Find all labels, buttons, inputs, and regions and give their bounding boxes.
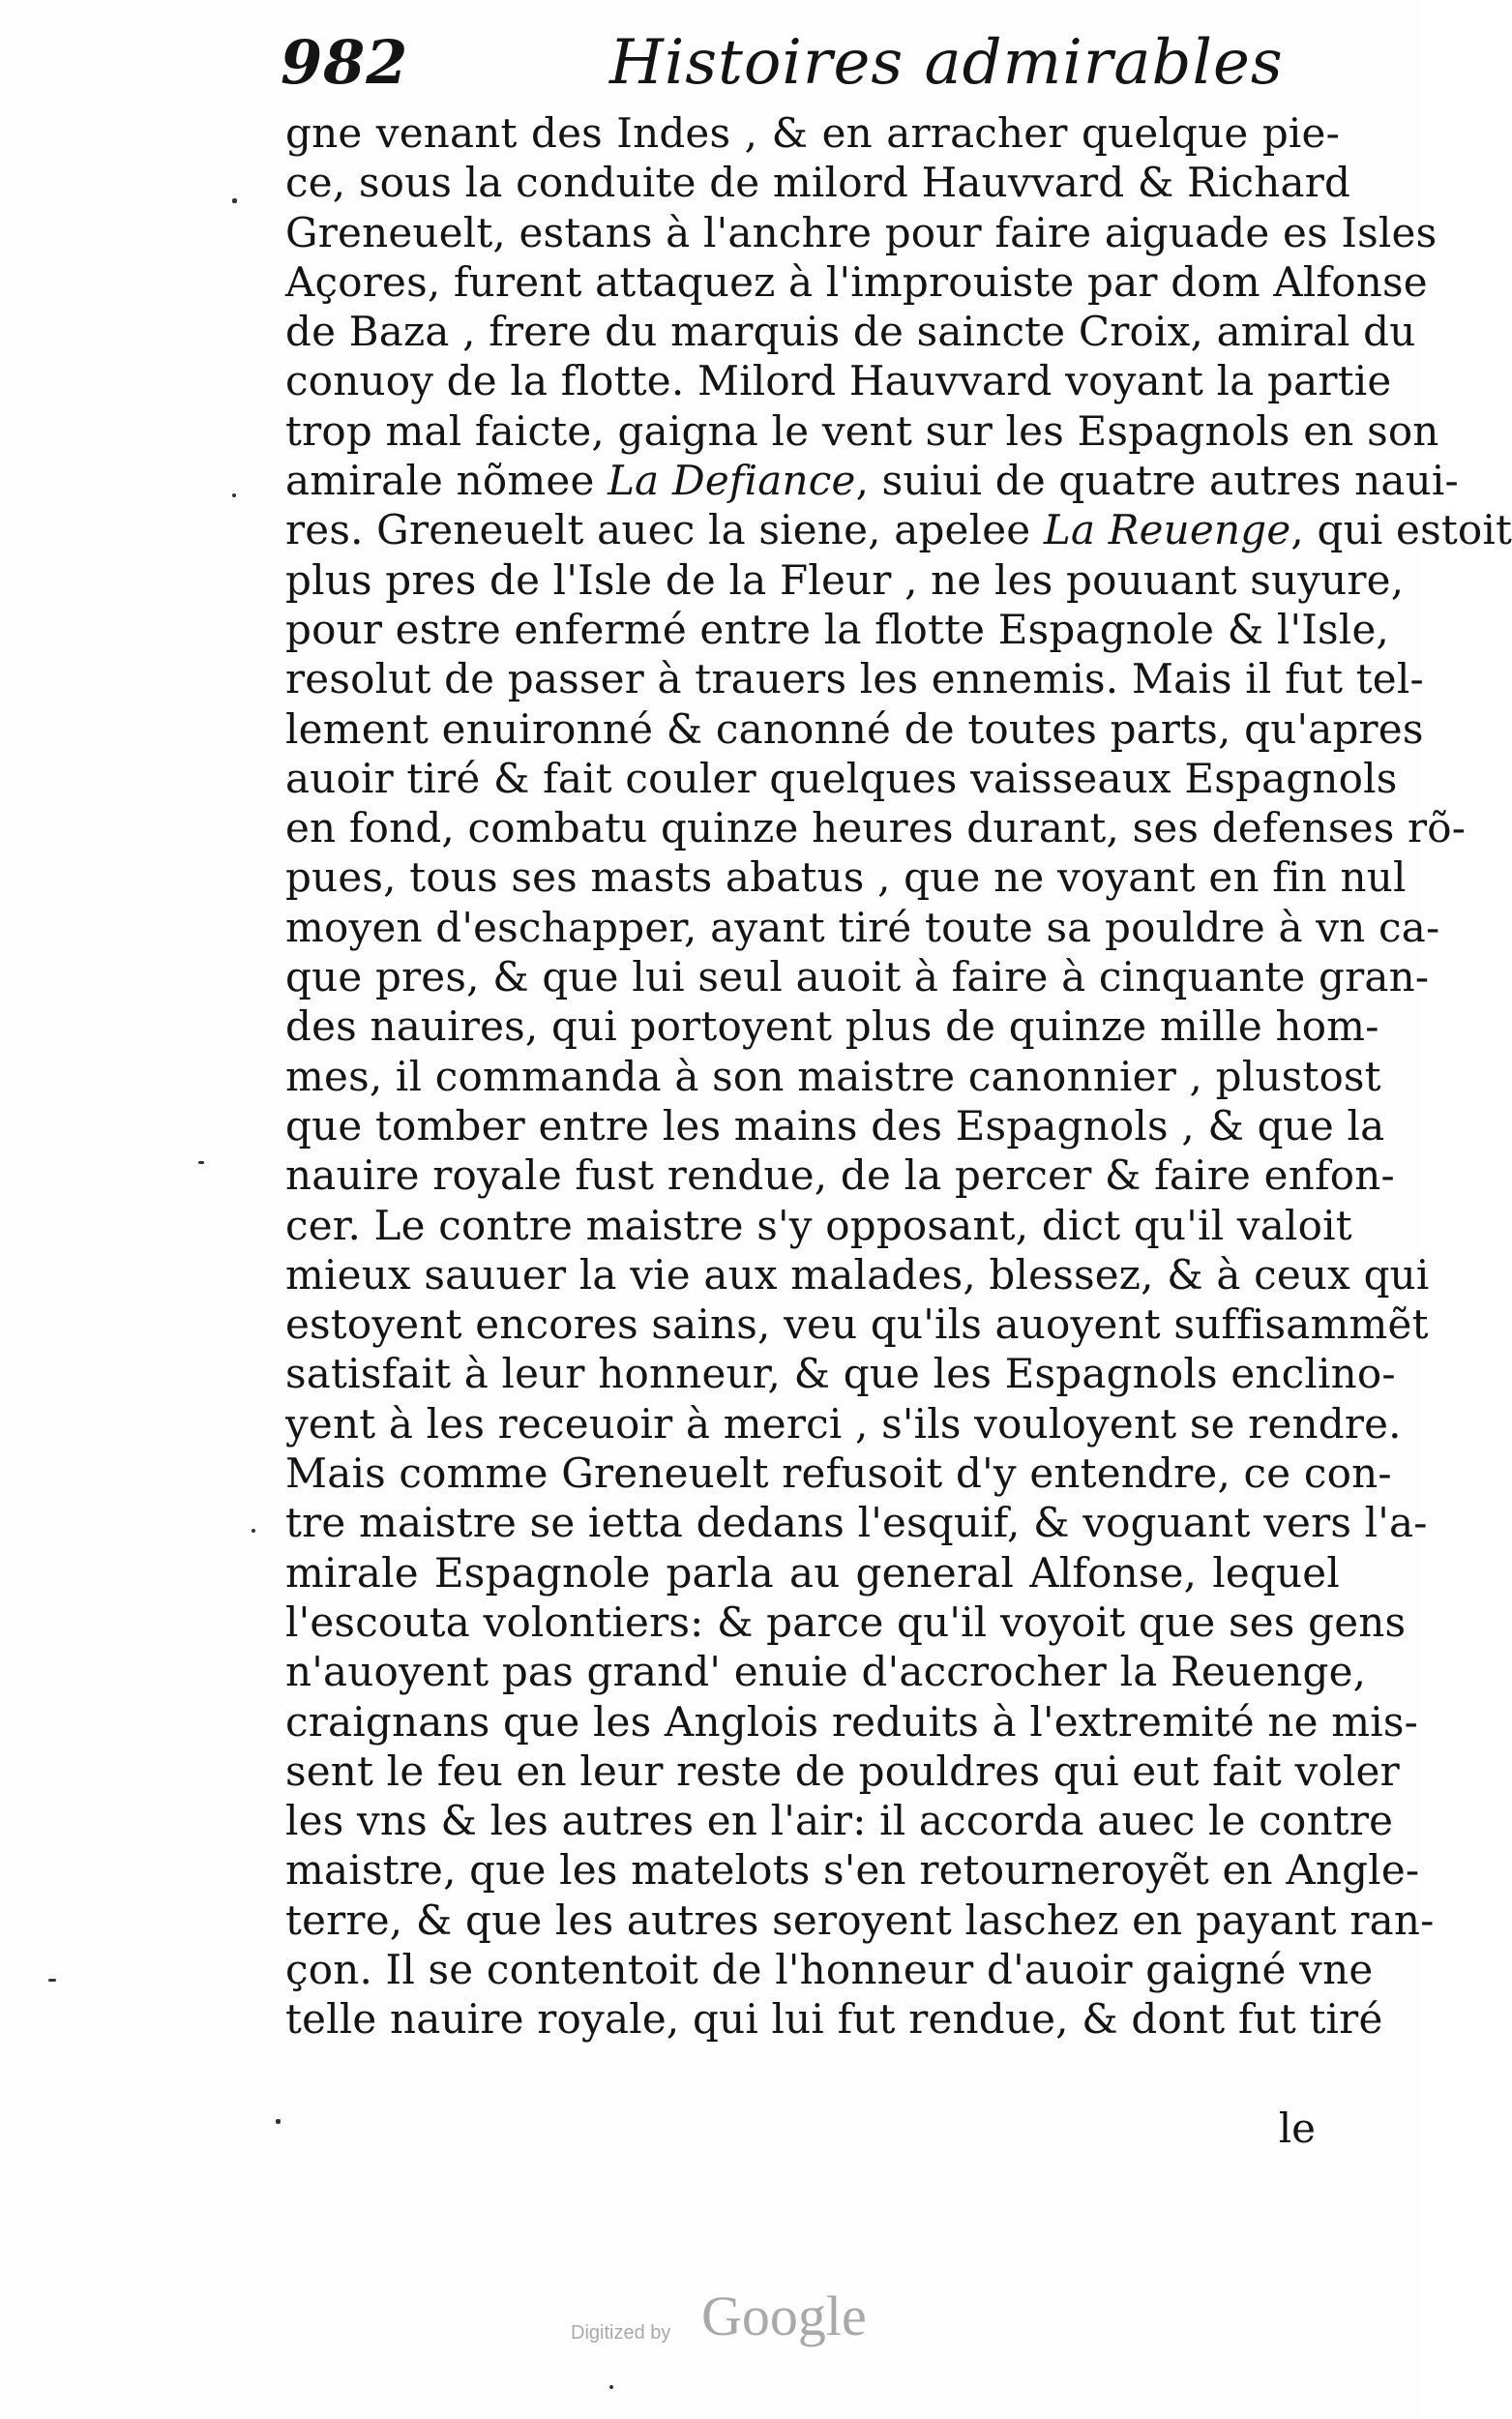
text-line: lement enuironné & canonné de toutes parts, qu'apres	[285, 704, 1424, 753]
text-line: telle nauire royale, qui lui fut rendue, & dont fut tiré	[285, 1995, 1383, 2044]
scan-speck	[198, 1161, 204, 1164]
text-line: res. Greneuelt auec la siene, apelee La Reuenge, qui estoit	[285, 506, 1512, 554]
digitized-by-label: Digitized by	[571, 2322, 671, 2344]
text-line: en fond, combatu quinze heures durant, ses defenses rõ-	[285, 804, 1467, 852]
text-line: pour estre enfermé entre la flotte Espagnole & l'Isle,	[285, 605, 1390, 653]
text-line: ce, sous la conduite de milord Hauvvard & Richard	[285, 159, 1351, 207]
text-line: terre, & que les autres seroyent laschez en payant ran-	[285, 1896, 1435, 1944]
text-line: mieux sauuer la vie aux malades, blessez, & à ceux qui	[285, 1250, 1430, 1299]
text-line: craignans que les Anglois reduits à l'extremité ne mis-	[285, 1697, 1419, 1746]
text-line: nauire royale fust rendue, de la percer & faire enfon-	[285, 1151, 1395, 1200]
body-text	[285, 108, 1512, 2045]
scan-speck	[48, 1979, 56, 1982]
text-line: Greneuelt, estans à l'anchre pour faire aiguade es Isles	[285, 208, 1438, 256]
scan-speck	[609, 2385, 613, 2389]
text-line: yent à les receuoir à merci , s'ils vouloyent se rendre.	[285, 1399, 1402, 1448]
text-line: satisfait à leur honneur, & que les Espagnols enclino-	[285, 1350, 1396, 1398]
text-line: que tomber entre les mains des Espagnols , & que la	[285, 1101, 1385, 1150]
text-line: tre maistre se ietta dedans l'esquif, & voguant vers l'a-	[285, 1499, 1428, 1547]
text-line: de Baza , frere du marquis de saincte Croix, amiral du	[285, 308, 1416, 356]
text-line: sent le feu en leur reste de pouldres qui eut fait voler	[285, 1747, 1400, 1795]
text-line: mirale Espagnole parla au general Alfonse, lequel	[285, 1548, 1340, 1597]
page-header	[281, 27, 1345, 114]
text-line: des nauires, qui portoyent plus de quinze mille hom-	[285, 1002, 1379, 1051]
scan-speck	[232, 493, 236, 497]
text-line: estoyent encores sains, veu qu'ils auoyent suffisammẽt	[285, 1300, 1429, 1349]
text-line: moyen d'eschapper, ayant tiré toute sa pouldre à vn ca-	[285, 903, 1440, 951]
google-logo: Google	[701, 2285, 867, 2347]
text-line: Mais comme Greneuelt refusoit d'y entendre, ce con-	[285, 1449, 1392, 1498]
digitization-watermark	[542, 2284, 948, 2371]
text-line: l'escouta volontiers: & parce qu'il voyoit que ses gens	[285, 1598, 1407, 1646]
text-line: trop mal faicte, gaigna le vent sur les Espagnols en son	[285, 406, 1439, 455]
scan-speck	[252, 1529, 255, 1533]
catchword: le	[1278, 2105, 1316, 2152]
page-number: 982	[281, 27, 409, 98]
scan-speck	[232, 198, 237, 203]
text-line: Açores, furent attaquez à l'improuiste par dom Alfonse	[285, 257, 1428, 306]
text-line: mes, il commanda à son maistre canonnier , plustost	[285, 1052, 1381, 1100]
text-line: auoir tiré & fait couler quelques vaisseaux Espagnols	[285, 754, 1398, 802]
scan-speck	[276, 2119, 281, 2124]
text-line: plus pres de l'Isle de la Fleur , ne les pouuant suyure,	[285, 555, 1405, 604]
text-line: çon. Il se contentoit de l'honneur d'auoir gaigné vne	[285, 1945, 1374, 1993]
text-line: cer. Le contre maistre s'y opposant, dict qu'il valoit	[285, 1201, 1352, 1249]
text-line: resolut de passer à trauers les ennemis. Mais il fut tel-	[285, 655, 1424, 703]
text-line: les vns & les autres en l'air: il accorda auec le contre	[285, 1797, 1394, 1845]
text-line: maistre, que les matelots s'en retourneroyẽt en Angle-	[285, 1846, 1420, 1895]
catchword-container	[1161, 2105, 1316, 2152]
text-line: pues, tous ses masts abatus , que ne voyant en fin nul	[285, 853, 1407, 902]
text-line: amirale nõmee La Defiance, suiui de quatre autres naui-	[285, 457, 1459, 505]
text-line: gne venant des Indes , & en arracher quelque pie-	[285, 109, 1340, 157]
text-line: conuoy de la flotte. Milord Hauvvard voyant la partie	[285, 357, 1392, 405]
text-line: n'auoyent pas grand' enuie d'accrocher la Reuenge,	[285, 1648, 1367, 1696]
text-line: que pres, & que lui seul auoit à faire à cinquante gran-	[285, 953, 1430, 1001]
running-title: Histoires admirables	[609, 27, 1284, 99]
